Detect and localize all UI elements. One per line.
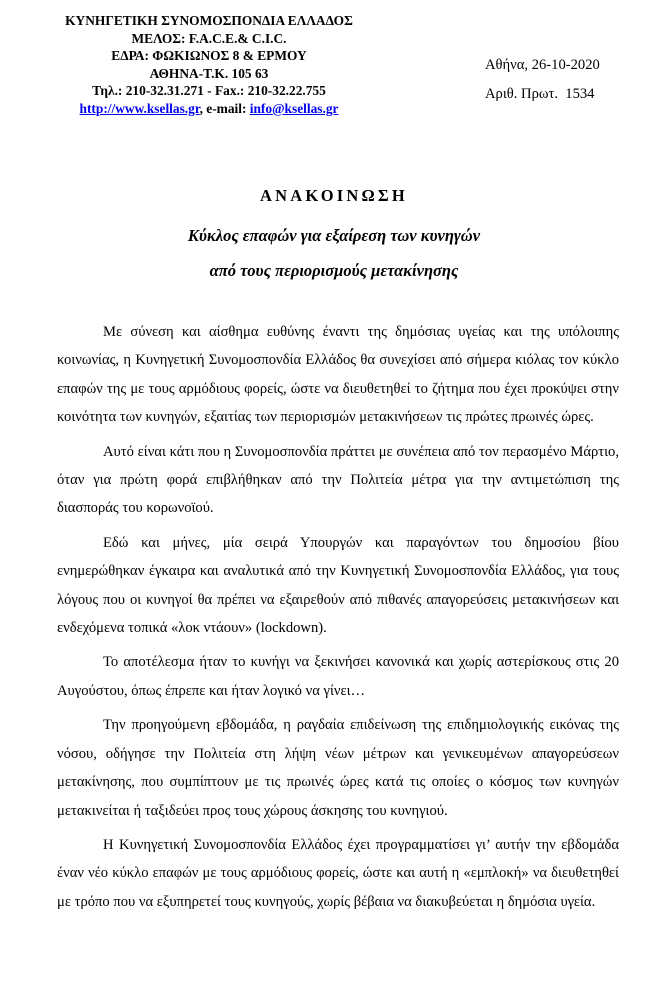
announcement-body <box>57 318 619 922</box>
org-phone-fax: Τηλ.: 210-32.31.271 - Fax.: 210-32.22.755 <box>92 83 326 99</box>
protocol-number: Αριθ. Πρωτ. 1534 <box>485 86 595 102</box>
org-contact-line <box>44 100 374 118</box>
email-label: , e-mail: <box>199 100 250 116</box>
document-title: ΑΝΑΚΟΙΝΩΣΗ <box>260 186 408 205</box>
website-link[interactable]: http://www.ksellas.gr <box>79 100 200 116</box>
document-subtitle-line-1: Κύκλος επαφών για εξαίρεση των κυνηγών <box>187 226 481 245</box>
org-address: ΕΔΡΑ: ΦΩΚΙΩΝΟΣ 8 & ΕΡΜΟΥ <box>111 48 307 64</box>
org-membership: ΜΕΛΟΣ: F.A.C.E.& C.I.C. <box>131 30 287 46</box>
letterhead <box>44 12 374 118</box>
paragraph: Αυτό είναι κάτι που η Συνομοσπονδία πράττει με συνέπεια από τον περασμένο Μάρτιο, όταν για πρώτη φορά επιβλήθηκαν από την Πολιτεία μέτρα για την αντιμετώπιση της διασποράς του κορωνοϊού. <box>57 443 619 517</box>
paragraph: Η Κυνηγετική Συνομοσπονδία Ελλάδος έχει προγραμματίσει γι’ αυτήν την εβδομάδα έναν νέο κύκλο επαφών με τους αρμόδιους φορείς, ώστε και αυτή η «εμπλοκή» να διευθετηθεί με τρόπο που να εξυπηρετεί τους κυνηγούς, χωρίς βέβαια να διακυβεύεται η δημόσια υγεία. <box>57 836 619 910</box>
paragraph: Την προηγούμενη εβδομάδα, η ραγδαία επιδείνωση της επιδημιολογικής εικόνας της νόσου, οδήγησε την Πολιτεία στη λήψη νέων μέτρων και γενικευμένων απαγορεύσεων μετακίνησης, που συμπίπτουν με τις πρωινές ώρες κατά τις οποίες ο κόσμος των κυνηγών μετακινείται ή ταξιδεύει προς τους χώρους άσκησης του κυνηγιού. <box>57 717 619 819</box>
document-meta <box>485 51 600 109</box>
paragraph: Εδώ και μήνες, μία σειρά Υπουργών και παραγόντων του δημοσίου βίου ενημερώθηκαν έγκαιρα και αναλυτικά από την Κυνηγετική Συνομοσπονδία Ελλάδος, για τους λόγους που οι κυνηγοί θα πρέπει να εξαιρεθούν από πιθανές απαγορεύσεις μετακινήσεων και ενδεχόμενα τοπικά «λοκ ντάουν» (lockdown). <box>57 534 619 637</box>
org-city: ΑΘΗΝΑ-Τ.Κ. 105 63 <box>149 65 269 81</box>
org-name: ΚΥΝΗΓΕΤΙΚΗ ΣΥΝΟΜΟΣΠΟΝΔΙΑ ΕΛΛΑΔΟΣ <box>65 13 353 28</box>
paragraph: Με σύνεση και αίσθημα ευθύνης έναντι της δημόσιας υγείας και της υπόλοιπης κοινωνίας, η Κυνηγετική Συνομοσπονδία Ελλάδος θα συνεχίσει από σήμερα κιόλας τον κύκλο επαφών της με τους αρμόδιους φορείς, ώστε να διευθετηθεί το ζήτημα που έχει προκύψει στην κοινότητα των κυνηγών, εξαιτίας των περιορισμών μετακινήσεων τις πρώτες πρωινές ώρες. <box>57 324 619 426</box>
document-subtitle-line-2: από τους περιορισμούς μετακίνησης <box>209 261 459 280</box>
document-date: Αθήνα, 26-10-2020 <box>485 57 600 73</box>
email-link[interactable]: info@ksellas.gr <box>249 100 339 116</box>
paragraph: Το αποτέλεσμα ήταν το κυνήγι να ξεκινήσει κανονικά και χωρίς αστερίσκους στις 20 Αυγούστου, όπως έπρεπε και ήταν λογικό να γίνει… <box>57 654 619 699</box>
